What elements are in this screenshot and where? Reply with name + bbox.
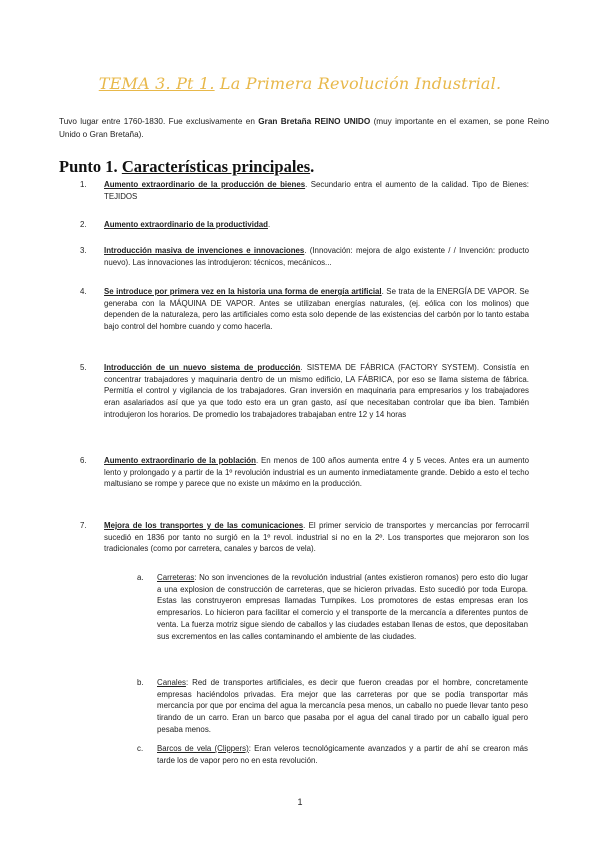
item-text: . SISTEMA DE FÁBRICA (FACTORY SYSTEM). Consistía en concentrar trabajadores y maquinaria dentro de un mismo edificio, LA FÁBRICA, por eso se llama sistema de fábrica. Permitía el control y vigilancia de los trabajadores. Gran inversión en maquinaria para empresarios y los trabajadores eran asalariados así que ya que todo esto era un gran gasto, así que necesitaban controlar que iba bien. También introdujeron los horarios. De promedio los trabajadores trabajaban entre 12 y 14 horas bbox=[104, 363, 529, 419]
item-number: 3. bbox=[80, 246, 87, 255]
section-heading bbox=[59, 157, 549, 177]
item-number: 1. bbox=[80, 180, 87, 189]
intro-text-b: (muy importante en el examen, se pone Reino Unido o Gran Bretaña). bbox=[59, 117, 549, 139]
item-number: 5. bbox=[80, 363, 87, 372]
item-lead: Introducción de un nuevo sistema de producción bbox=[104, 363, 301, 372]
list-item bbox=[80, 219, 529, 231]
sub-item-letter: a. bbox=[137, 573, 144, 582]
item-lead: Aumento extraordinario de la población bbox=[104, 456, 256, 465]
sub-item-letter: c. bbox=[137, 744, 144, 753]
item-number: 4. bbox=[80, 287, 87, 296]
list-item bbox=[80, 245, 529, 268]
item-text: . bbox=[267, 220, 271, 229]
intro-paragraph bbox=[59, 116, 549, 141]
item-number: 2. bbox=[80, 220, 87, 229]
item-lead: Mejora de los transportes y de las comunicaciones bbox=[104, 521, 304, 530]
list-item bbox=[80, 179, 530, 202]
title-prefix: TEMA 3. Pt 1. bbox=[98, 74, 215, 93]
item-number: 6. bbox=[80, 456, 87, 465]
list-item bbox=[80, 286, 530, 333]
item-text: . Secundario entra el aumento de la calidad. Tipo de Bienes: TEJIDOS bbox=[104, 180, 530, 201]
item-text: . (Innovación: mejora de algo existente / / Invención: producto nuevo). Las innovaciones las introdujeron: técnicos, mecánicos... bbox=[104, 246, 529, 267]
item-text: . El primer servicio de transportes y mercancías por ferrocarril sucedió en 1836 por tanto no surgió en la 1º revol. industrial si no en la 2º. Los transportes que mejoraron son los tradicionales (como por carretera, canales y barcos de vela). bbox=[104, 521, 529, 554]
intro-text-a: Tuvo lugar entre 1760-1830. Fue exclusivamente en bbox=[59, 117, 259, 126]
sub-item-text: : Eran veleros tecnológicamente avanzados y a partir de ahí se crearon más tarde los de vapor pero no en esta revolución. bbox=[157, 744, 528, 765]
item-lead: Aumento extraordinario de la productividad bbox=[104, 220, 268, 229]
sub-item-text: : Red de transportes artificiales, es decir que fueron creadas por el hombre, concretamente empresas haciéndolos privadas. Era mejor que las carreteras por que se podía transportar más mercancía por que por encima del agua la mercancía pesa menos, un caballo no puede llevar tanto peso tirando de un carro. Eran un barco que pasaba por el agua del canal tirado por un caballo igual pero pesaba menos. bbox=[157, 678, 528, 734]
sub-item-text: : No son invenciones de la revolución industrial (antes existieron romanos) pero esto dio lugar a una explosion de construcción de carreteras, que se hicieron privadas. Esto sucedió por toda Europa. Estas las construyeron empresas llamadas Turnpikes. Los promotores de estas empresas eran los empresarios. Lo hicieron para facilitar el comercio y el transporte de la mercancía a diferentes puntos de venta. La fuerza motriz sigue siendo de caballos y las ciudades estaban llenas de estos, que depositaban sus excrementos en las calles contaminando el ambiente de las ciudades. bbox=[157, 573, 528, 641]
intro-bold: Gran Bretaña REINO UNIDO bbox=[258, 117, 371, 126]
item-number: 7. bbox=[80, 521, 87, 530]
sub-item-letter: b. bbox=[137, 678, 144, 687]
list-item bbox=[80, 362, 529, 421]
list-item bbox=[80, 455, 529, 490]
item-lead: Introducción masiva de invenciones e innovaciones bbox=[104, 246, 305, 255]
heading-suffix: . bbox=[310, 157, 315, 176]
heading-prefix: Punto 1. bbox=[59, 157, 122, 176]
item-lead: Aumento extraordinario de la producción de bienes bbox=[104, 180, 306, 189]
heading-underlined: Características principales bbox=[121, 157, 311, 176]
sub-list-item bbox=[137, 677, 528, 736]
sub-item-lead: Carreteras bbox=[157, 573, 195, 582]
item-text: . Se trata de la ENERGÍA DE VAPOR. Se generaba con la MÁQUINA DE VAPOR. Antes se utilizaban energías naturales, (ej. eólica con los molinos) que dependen de la naturaleza, pero las artificiales como esta solo depende de las existencias del carbón por lo tanto estaba bajo control del hombre cuando y como hacerla. bbox=[104, 287, 530, 332]
item-text: . En menos de 100 años aumenta entre 4 y 5 veces. Antes era un aumento lento y prolongado y a partir de la 1º revolución industrial es un aumento inmediatamente grande. Debido a esto el techo maltusiano se rompe y parece que no existe un máximo en la producción. bbox=[104, 456, 529, 489]
title-rest: La Primera Revolución Industrial. bbox=[214, 74, 502, 93]
sub-item-lead: Canales bbox=[157, 678, 186, 687]
page-number: 1 bbox=[297, 797, 303, 807]
list-item bbox=[80, 520, 529, 555]
sub-item-lead: Barcos de vela (Clippers) bbox=[157, 744, 249, 753]
document-title bbox=[0, 74, 600, 93]
sub-list-item bbox=[137, 743, 528, 766]
sub-list-item bbox=[137, 572, 528, 642]
item-lead: Se introduce por primera vez en la historia una forma de energía artificial bbox=[104, 287, 382, 296]
